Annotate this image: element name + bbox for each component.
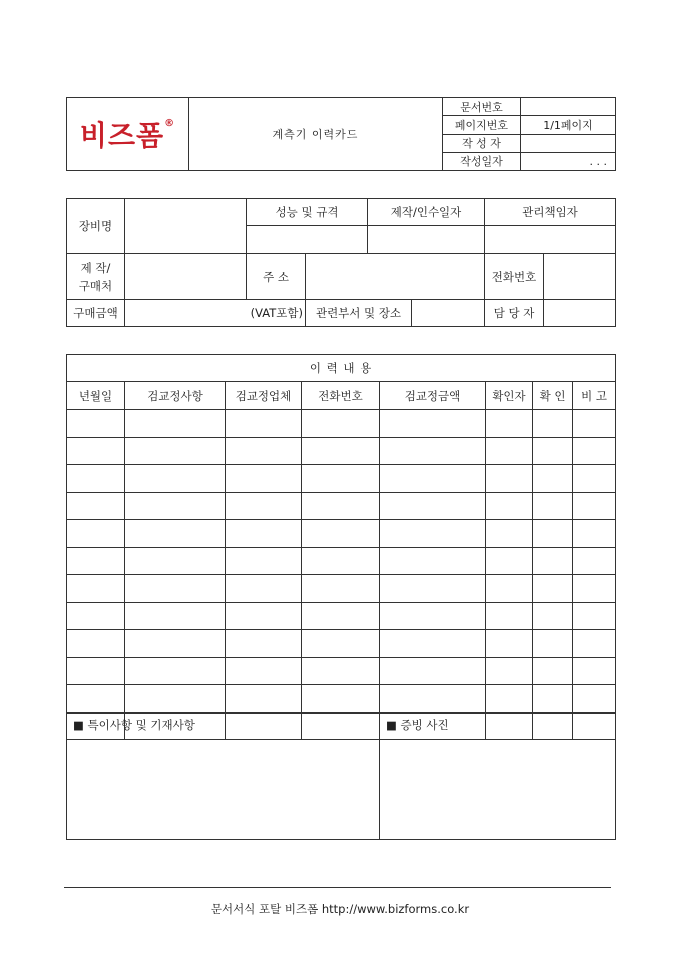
table-row [67, 685, 616, 713]
history-cell[interactable] [226, 437, 302, 465]
spec-label: 성능 및 규격 [247, 199, 368, 226]
table-row [67, 575, 616, 603]
history-rows [67, 410, 616, 740]
history-cell[interactable] [125, 547, 226, 575]
history-cell[interactable] [302, 465, 380, 493]
history-cell[interactable] [67, 465, 125, 493]
history-cell[interactable] [533, 602, 573, 630]
history-cell[interactable] [533, 657, 573, 685]
history-cell[interactable] [533, 630, 573, 658]
history-cell[interactable] [302, 685, 380, 713]
history-cell[interactable] [226, 410, 302, 438]
dept-location-label: 관련부서 및 장소 [306, 300, 412, 327]
history-cell[interactable] [125, 602, 226, 630]
col-confirm: 확 인 [533, 382, 573, 410]
history-cell[interactable] [486, 575, 533, 603]
made-date-value[interactable] [368, 226, 485, 254]
history-cell[interactable] [573, 492, 616, 520]
history-cell[interactable] [380, 630, 486, 658]
equipment-info-table [66, 198, 616, 327]
history-cell[interactable] [125, 465, 226, 493]
history-cell[interactable] [486, 630, 533, 658]
col-calibration-company: 검교정업체 [226, 382, 302, 410]
table-row [67, 410, 616, 438]
col-remarks: 비 고 [573, 382, 616, 410]
history-cell[interactable] [380, 465, 486, 493]
evidence-photo-box[interactable] [380, 714, 616, 840]
manager-value[interactable] [485, 226, 616, 254]
history-cell[interactable] [533, 410, 573, 438]
equipment-name-value[interactable] [125, 199, 247, 254]
history-cell[interactable] [533, 465, 573, 493]
history-cell[interactable] [486, 465, 533, 493]
history-cell[interactable] [533, 547, 573, 575]
dept-location-value[interactable] [412, 300, 485, 327]
history-table [66, 354, 616, 740]
col-calibration-cost: 검교정금액 [380, 382, 486, 410]
table-row [67, 437, 616, 465]
history-cell[interactable] [302, 657, 380, 685]
maker-value[interactable] [125, 254, 247, 300]
history-cell[interactable] [67, 437, 125, 465]
history-cell[interactable] [486, 685, 533, 713]
bizforms-logo: 비즈폼® [79, 118, 176, 152]
person-in-charge-label: 담 당 자 [485, 300, 544, 327]
table-row [67, 630, 616, 658]
history-cell[interactable] [125, 575, 226, 603]
history-cell[interactable] [302, 437, 380, 465]
table-row [67, 547, 616, 575]
history-cell[interactable] [302, 492, 380, 520]
history-cell[interactable] [573, 575, 616, 603]
history-cell[interactable] [573, 520, 616, 548]
history-cell[interactable] [486, 657, 533, 685]
history-cell[interactable] [67, 520, 125, 548]
history-cell[interactable] [380, 410, 486, 438]
table-row [67, 602, 616, 630]
history-cell[interactable] [380, 602, 486, 630]
history-cell[interactable] [573, 410, 616, 438]
history-cell[interactable] [226, 465, 302, 493]
history-cell[interactable] [380, 575, 486, 603]
col-phone: 전화번호 [302, 382, 380, 410]
col-date: 년월일 [67, 382, 125, 410]
history-cell[interactable] [226, 685, 302, 713]
history-cell[interactable] [67, 575, 125, 603]
history-cell[interactable] [533, 685, 573, 713]
col-calibration-item: 검교정사항 [125, 382, 226, 410]
table-row [67, 492, 616, 520]
history-cell[interactable] [533, 492, 573, 520]
document-title: 계측기 이력카드 [189, 98, 443, 171]
history-cell[interactable] [302, 630, 380, 658]
phone-label: 전화번호 [485, 254, 544, 300]
doc-number-label: 문서번호 [443, 98, 521, 116]
history-cell[interactable] [226, 520, 302, 548]
history-cell[interactable] [226, 602, 302, 630]
history-cell[interactable] [302, 547, 380, 575]
history-cell[interactable] [573, 547, 616, 575]
footer-text: 문서서식 포탈 비즈폼 http://www.bizforms.co.kr [210, 902, 470, 916]
history-cell[interactable] [67, 547, 125, 575]
equipment-name-label: 장비명 [67, 199, 125, 254]
history-cell[interactable] [533, 437, 573, 465]
made-date-label: 제작/인수일자 [368, 199, 485, 226]
history-cell[interactable] [67, 630, 125, 658]
history-cell[interactable] [67, 410, 125, 438]
date-label: 작성일자 [443, 152, 521, 170]
evidence-photo-label: ■ 증빙 사진 [386, 718, 449, 732]
special-notes-label: ■ 특이사항 및 기재사항 [73, 718, 195, 732]
history-cell[interactable] [533, 520, 573, 548]
history-section-title: 이 력 내 용 [67, 355, 616, 382]
manager-label: 관리책임자 [485, 199, 616, 226]
history-cell[interactable] [226, 630, 302, 658]
page-number-value: 1/1페이지 [521, 116, 616, 134]
date-value[interactable]: . . . [521, 152, 616, 170]
page-number-label: 페이지번호 [443, 116, 521, 134]
history-cell[interactable] [380, 657, 486, 685]
price-label: 구매금액 [67, 300, 125, 327]
history-cell[interactable] [125, 685, 226, 713]
logo-cell [67, 98, 189, 171]
history-cell[interactable] [302, 520, 380, 548]
history-cell[interactable] [486, 602, 533, 630]
doc-number-value[interactable] [521, 98, 616, 116]
header-table [66, 97, 616, 171]
history-cell[interactable] [125, 492, 226, 520]
author-label: 작 성 자 [443, 134, 521, 152]
history-cell[interactable] [486, 437, 533, 465]
history-cell[interactable] [302, 410, 380, 438]
history-cell[interactable] [302, 602, 380, 630]
history-cell[interactable] [533, 575, 573, 603]
history-cell[interactable] [380, 437, 486, 465]
history-cell[interactable] [226, 547, 302, 575]
history-cell[interactable] [125, 437, 226, 465]
history-cell[interactable] [67, 685, 125, 713]
history-cell[interactable] [125, 630, 226, 658]
history-cell[interactable] [573, 465, 616, 493]
history-cell[interactable] [380, 492, 486, 520]
history-cell[interactable] [226, 657, 302, 685]
history-cell[interactable] [573, 685, 616, 713]
history-cell[interactable] [380, 547, 486, 575]
history-cell[interactable] [302, 575, 380, 603]
history-cell[interactable] [226, 575, 302, 603]
history-cell[interactable] [380, 520, 486, 548]
history-cell[interactable] [125, 410, 226, 438]
history-cell[interactable] [125, 520, 226, 548]
address-value[interactable] [306, 254, 485, 300]
address-label: 주 소 [247, 254, 306, 300]
history-cell[interactable] [573, 657, 616, 685]
table-row [67, 465, 616, 493]
history-cell[interactable] [573, 437, 616, 465]
history-cell[interactable] [486, 547, 533, 575]
history-cell[interactable] [226, 492, 302, 520]
table-row [67, 657, 616, 685]
history-cell[interactable] [486, 520, 533, 548]
person-in-charge-value[interactable] [544, 300, 616, 327]
history-cell[interactable] [125, 657, 226, 685]
maker-label: 제 작/ 구매처 [67, 254, 125, 300]
price-value[interactable] [125, 300, 306, 327]
history-cell[interactable] [486, 492, 533, 520]
history-cell[interactable] [573, 630, 616, 658]
history-cell[interactable] [380, 685, 486, 713]
history-cell[interactable] [67, 492, 125, 520]
footer-divider [64, 887, 611, 888]
notes-table [66, 713, 616, 840]
vat-note: (VAT포함) [250, 306, 303, 320]
history-cell[interactable] [573, 602, 616, 630]
history-cell[interactable] [486, 410, 533, 438]
history-cell[interactable] [67, 657, 125, 685]
table-row [67, 520, 616, 548]
spec-value[interactable] [247, 226, 368, 254]
history-cell[interactable] [67, 602, 125, 630]
phone-value[interactable] [544, 254, 616, 300]
special-notes-box[interactable] [67, 714, 380, 840]
col-checker: 확인자 [486, 382, 533, 410]
author-value[interactable] [521, 134, 616, 152]
